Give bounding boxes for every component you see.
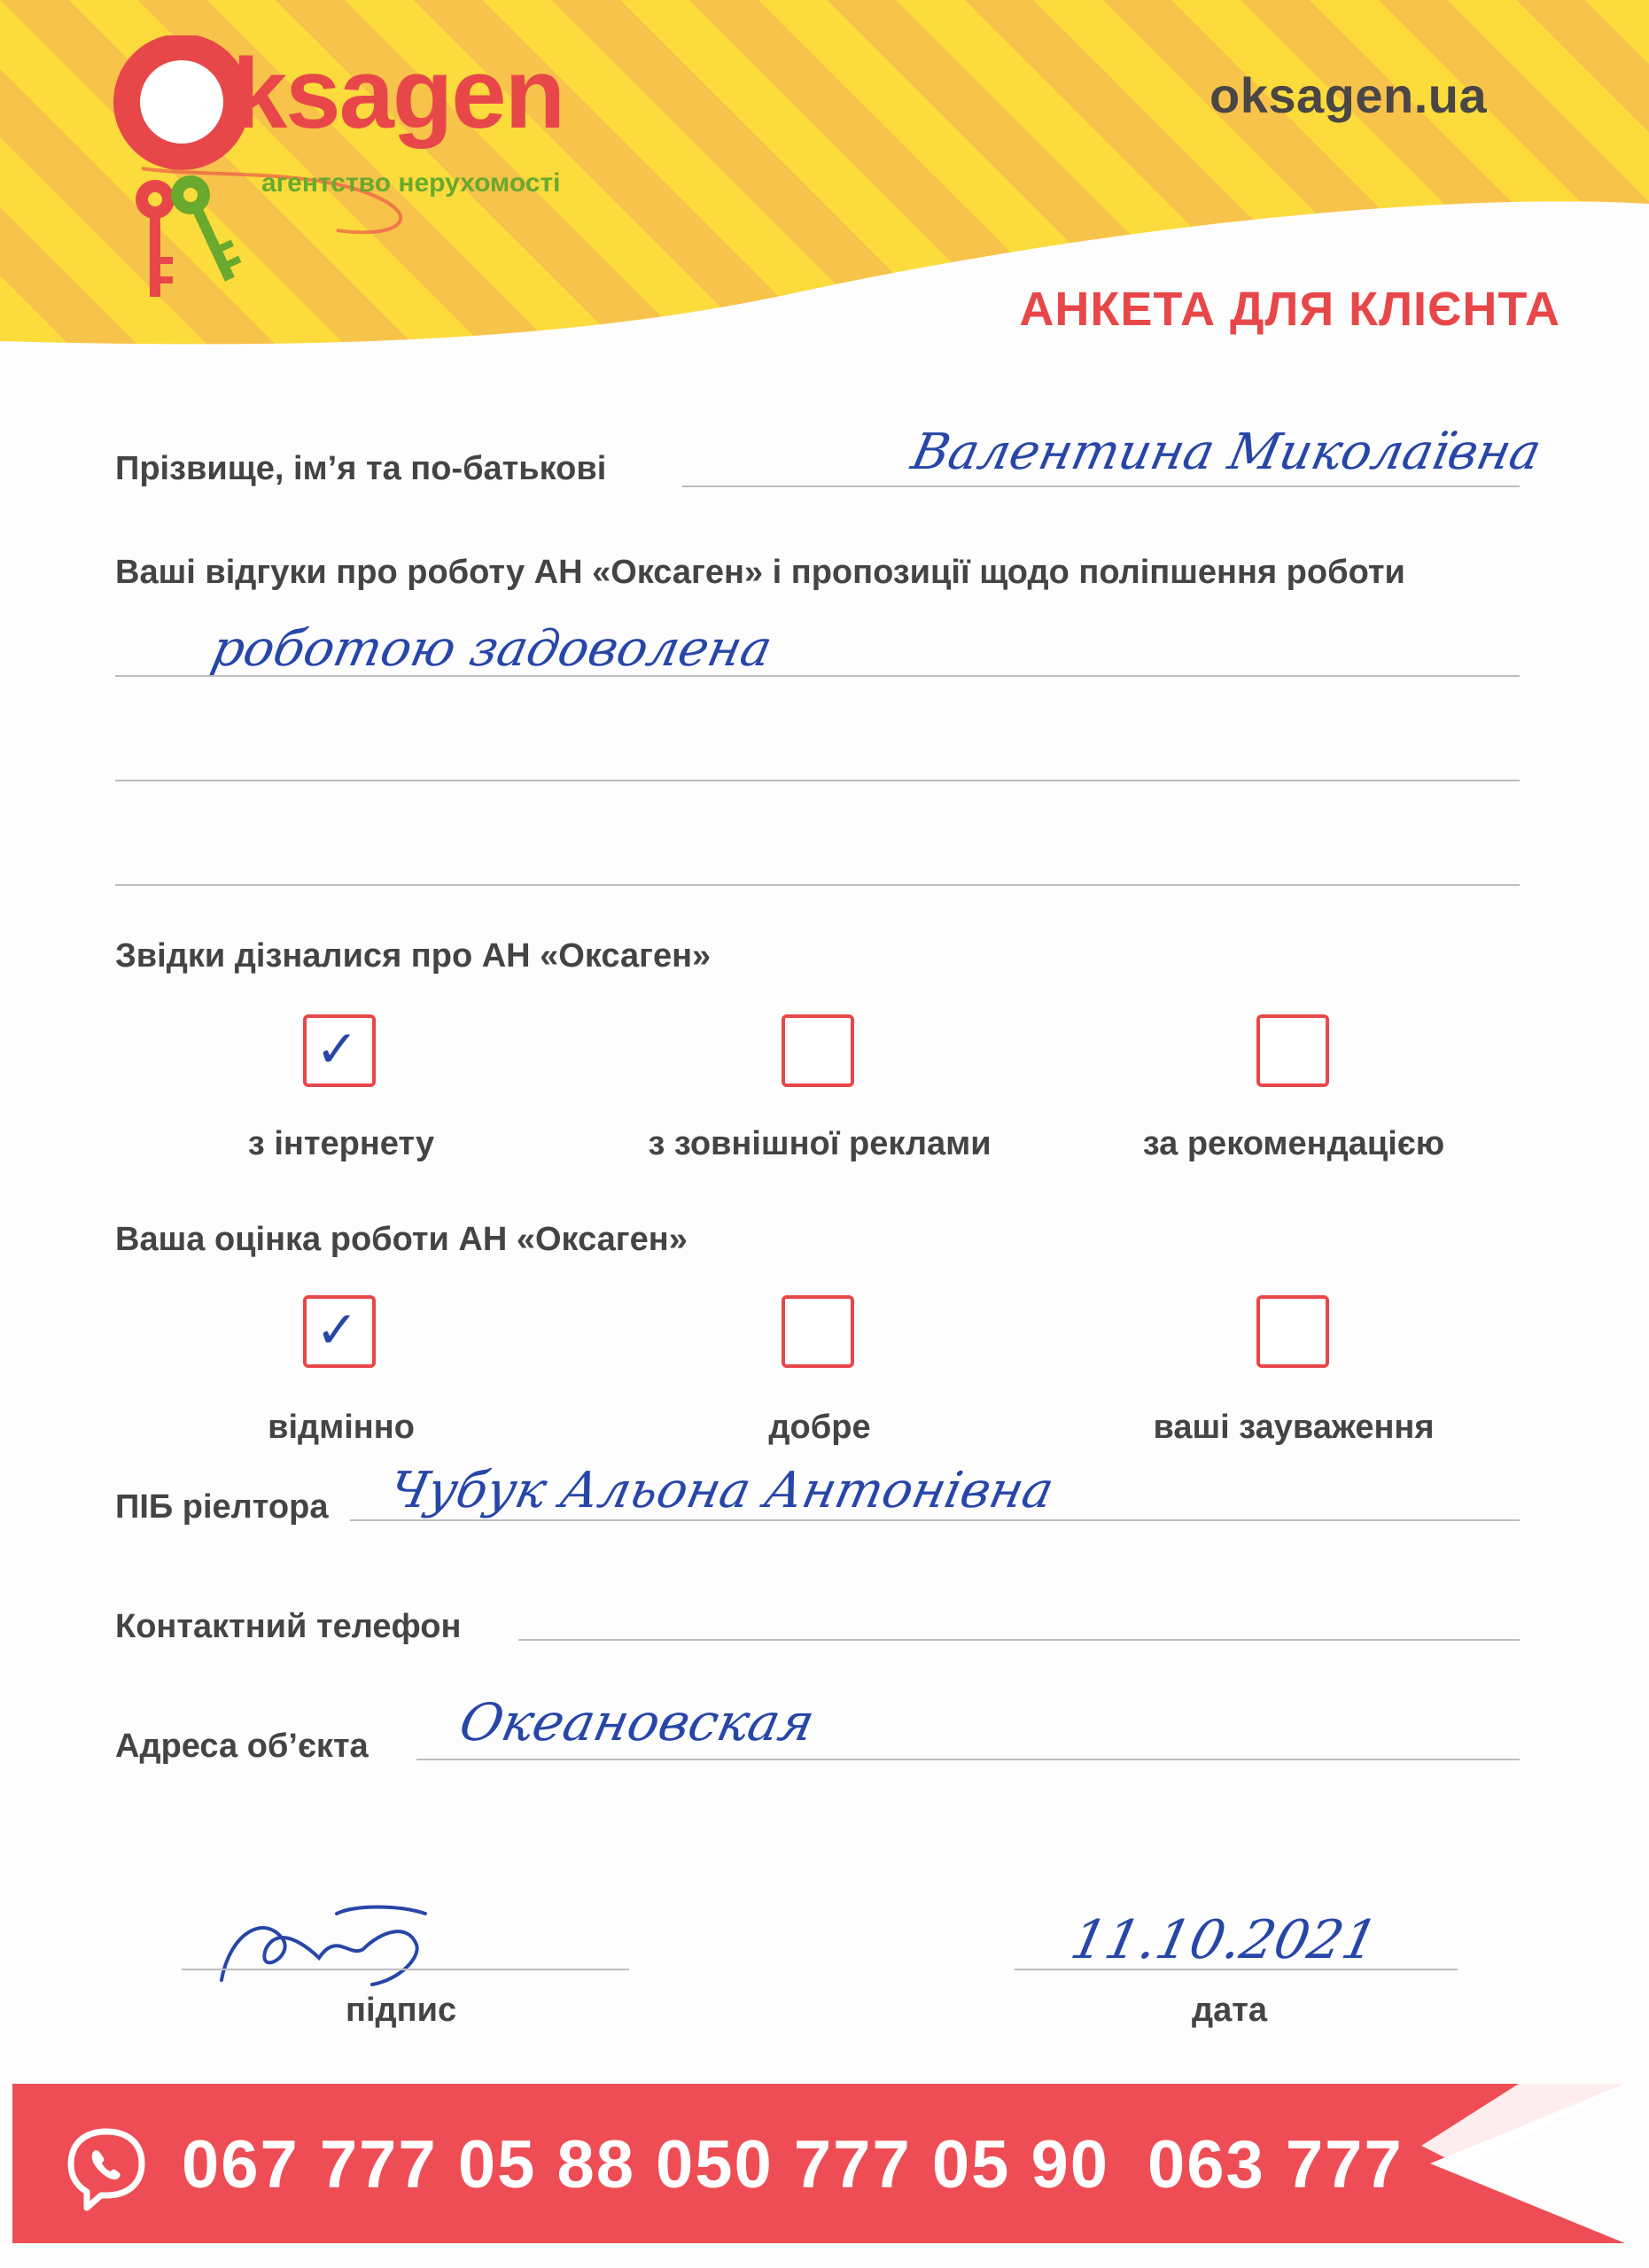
footer-phone-2[interactable]: 050 777 05 90 [656,2127,1110,2202]
source-internet-checkbox[interactable] [303,1014,376,1087]
check-icon: ✓ [315,1300,359,1360]
rating-good-checkbox[interactable] [782,1295,854,1368]
feedback-label: Ваші відгуки про роботу АН «Оксаген» і пропозиції щодо поліпшення роботи [115,554,1405,591]
realtor-line [350,1519,1520,1521]
source-label: Звідки дізналися про АН «Оксаген» [115,937,712,975]
phone-label: Контактний телефон [115,1608,462,1645]
rating-excellent-label: відмінно [268,1409,415,1446]
date-value[interactable]: 11.10.2021 [1065,1909,1383,1971]
address-line [416,1759,1520,1760]
signature-line [182,1969,629,1970]
signature-scribble [204,1896,443,2002]
address-value[interactable]: Океановская [454,1692,821,1752]
source-outdoor-ads-checkbox[interactable] [782,1014,854,1087]
footer-phone-1[interactable]: 067 777 05 88 [182,2127,636,2202]
full-name-value[interactable]: Валентина Миколаївна [906,423,1546,481]
realtor-value[interactable]: Чубук Альона Антонівна [384,1462,1059,1519]
signature-label: підпис [346,1992,457,2029]
site-url: oksagen.ua [1210,67,1488,123]
full-name-line [682,485,1520,487]
check-icon: ✓ [315,1019,359,1079]
rating-label: Ваша оцінка роботи АН «Оксаген» [115,1221,688,1258]
date-label: дата [1192,1992,1267,2029]
phone-line [518,1639,1520,1641]
feedback-line-1 [115,675,1520,677]
source-outdoor-ads-label: з зовнішної реклами [648,1125,992,1162]
feedback-line-2 [115,780,1520,781]
brand-tagline: агентство нерухомості [261,168,561,198]
keys-icon [136,175,246,297]
footer-phone-3[interactable]: 063 777 [1147,2127,1404,2202]
date-line [1015,1969,1458,1970]
rating-excellent-checkbox[interactable] [303,1295,376,1368]
source-recommendation-label: за рекомендацією [1142,1125,1445,1162]
rating-remarks-checkbox[interactable] [1256,1295,1329,1368]
rating-remarks-label: ваші зауваження [1153,1409,1435,1446]
realtor-label: ПІБ ріелтора [115,1488,329,1526]
rating-good-label: добре [768,1409,871,1446]
form-title: АНКЕТА ДЛЯ КЛІЄНТА [1019,283,1560,336]
source-internet-label: з інтернету [247,1125,435,1162]
feedback-value[interactable]: роботою задоволена [206,620,777,678]
source-recommendation-checkbox[interactable] [1256,1014,1329,1087]
viber-icon [62,2124,151,2213]
feedback-line-3 [115,884,1520,886]
full-name-label: Прізвище, ім’я та по-батькові [115,450,607,487]
brand-wordmark: ksagen [232,38,564,149]
address-label: Адреса об’єкта [115,1728,369,1765]
